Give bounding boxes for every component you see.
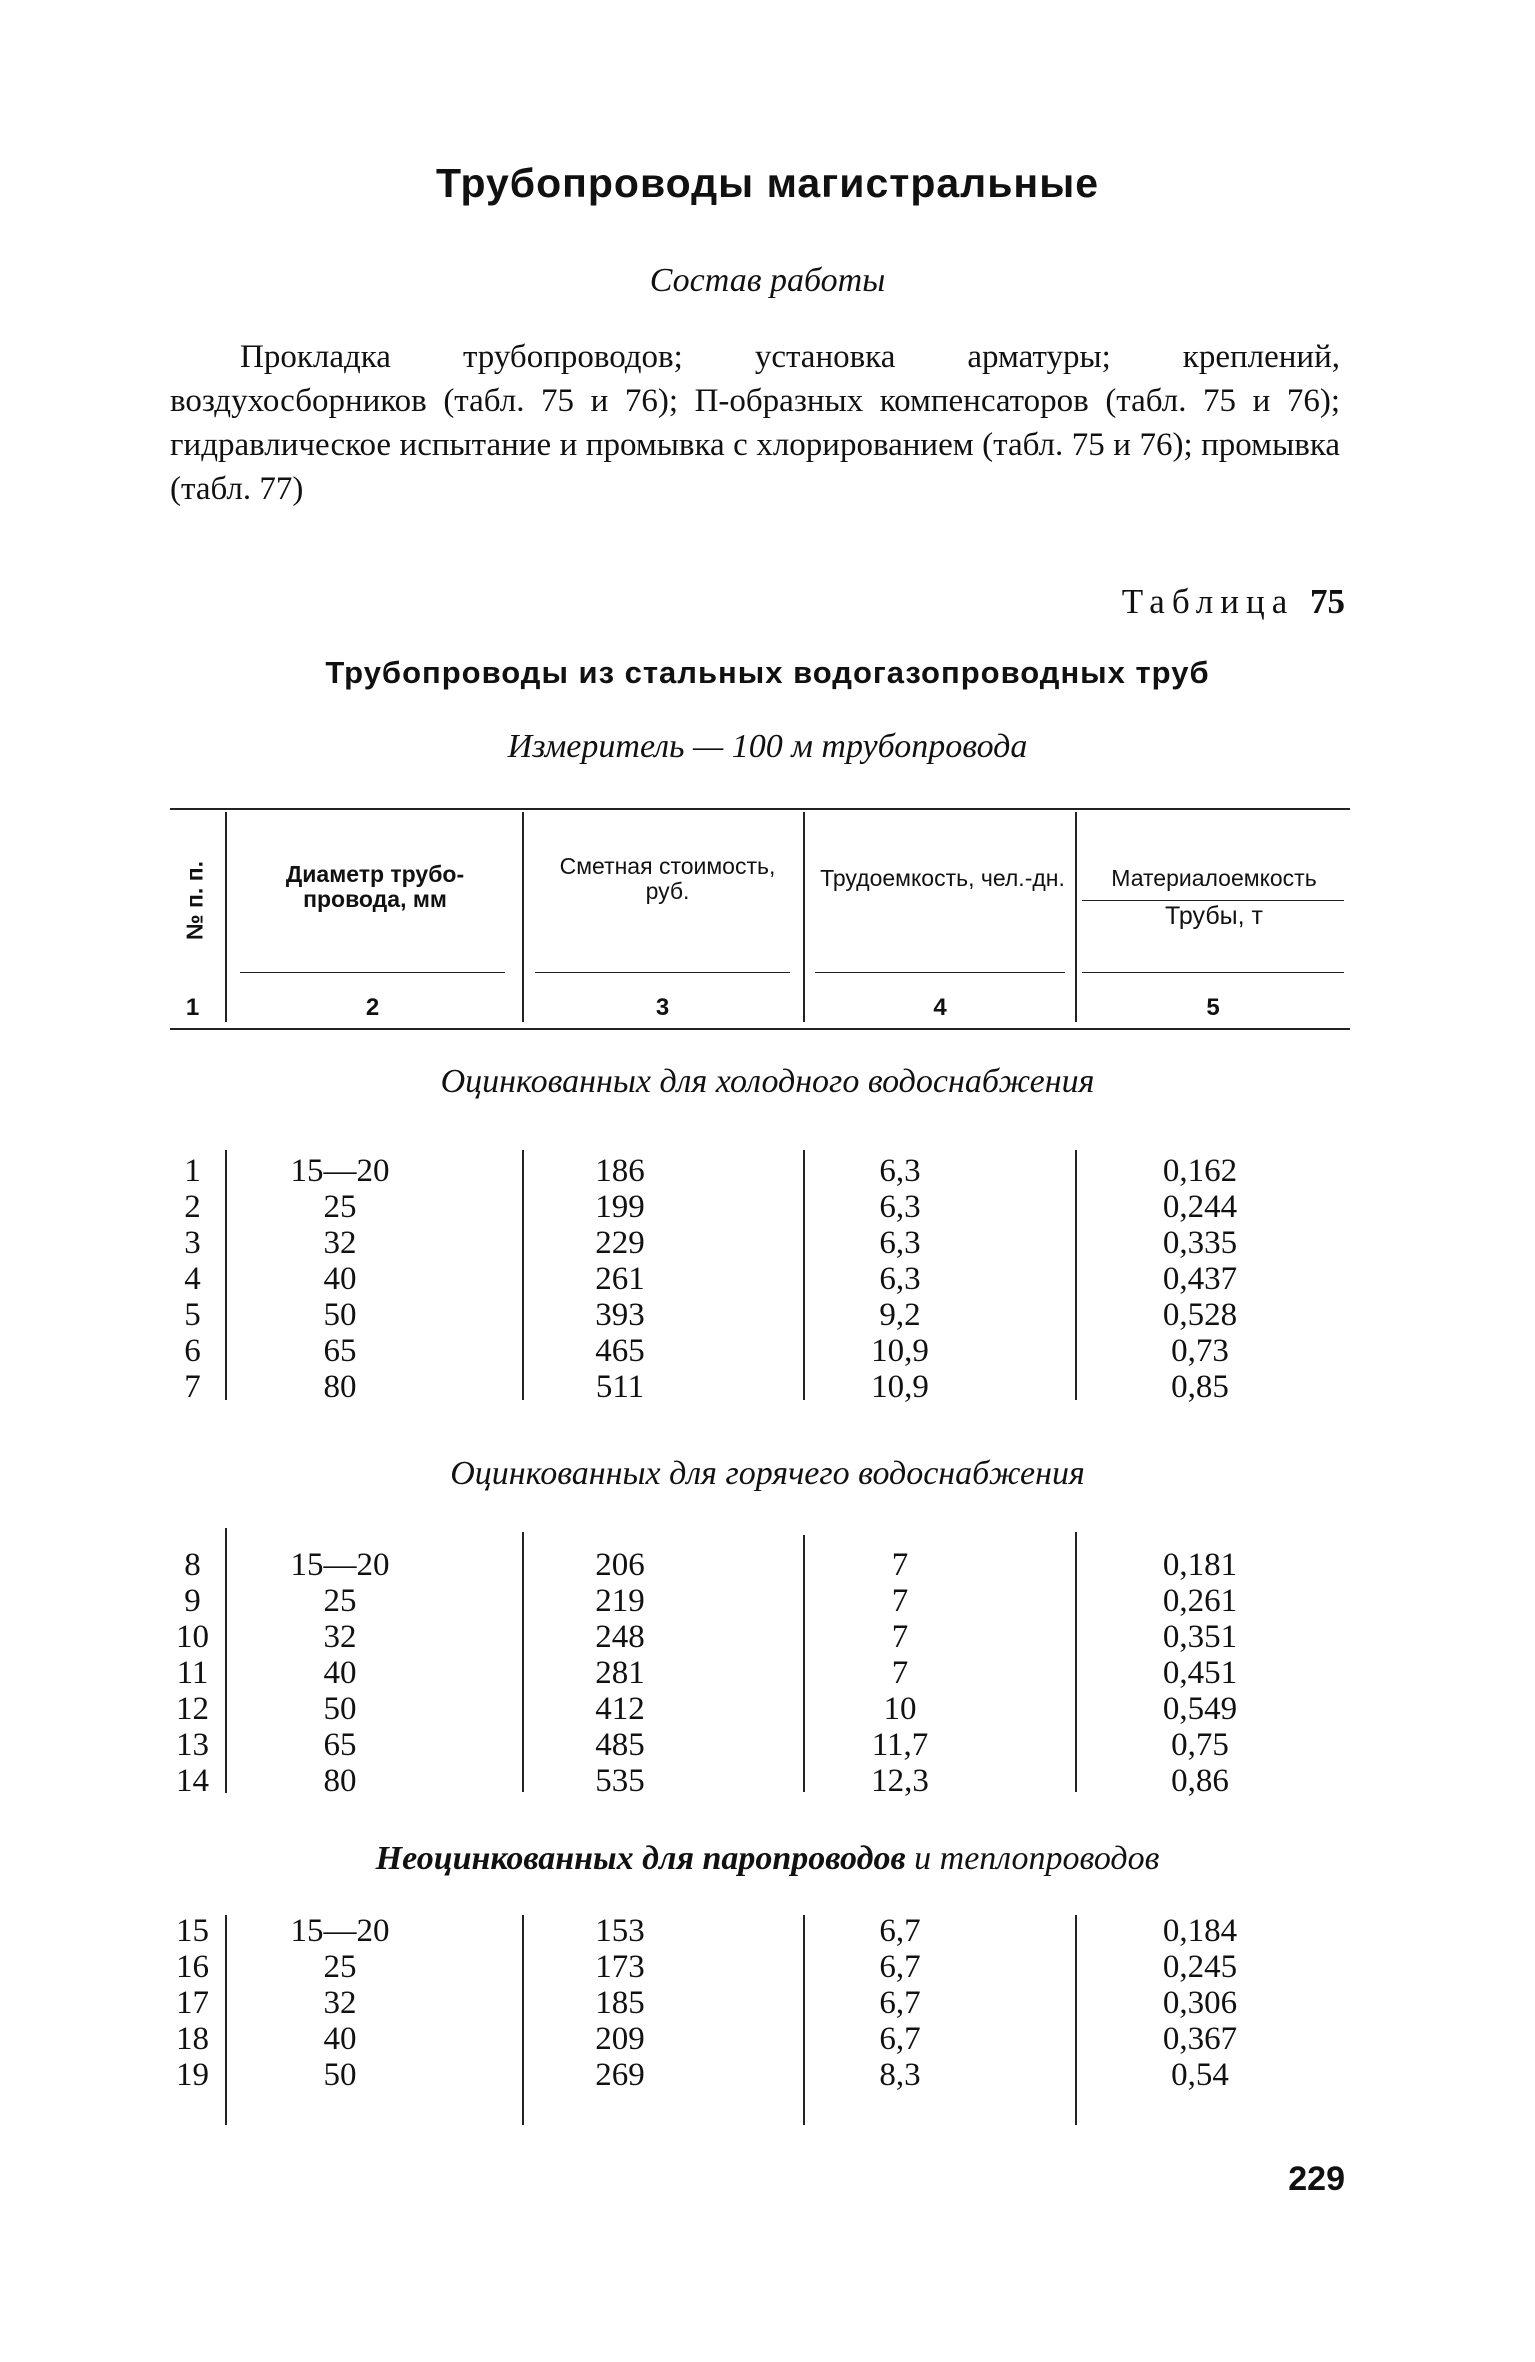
table-number-value: 75 — [1310, 582, 1345, 621]
table-row — [170, 1225, 1350, 1261]
cell-labor: 11,7 — [871, 1727, 929, 1763]
table-number — [1122, 582, 1345, 622]
col-number: 4 — [933, 994, 947, 1021]
cell-no: 5 — [184, 1297, 201, 1333]
col-number: 5 — [1206, 994, 1220, 1021]
cell-labor: 6,7 — [879, 1949, 921, 1985]
cell-pipes: 0,549 — [1162, 1691, 1238, 1727]
cell-cost: 412 — [595, 1691, 645, 1727]
cell-pipes: 0,528 — [1162, 1297, 1238, 1333]
cell-labor: 6,3 — [879, 1261, 921, 1297]
cell-pipes: 0,261 — [1162, 1583, 1238, 1619]
cell-diameter: 50 — [323, 2057, 357, 2093]
cell-diameter: 40 — [323, 1655, 357, 1691]
cell-pipes: 0,437 — [1162, 1261, 1238, 1297]
cell-pipes: 0,244 — [1162, 1189, 1238, 1225]
cell-no: 2 — [184, 1189, 201, 1225]
table-row — [170, 1583, 1350, 1619]
intro-paragraph: Прокладка трубопроводов; установка арматуры; креплений, воздухосборников (табл. 75 и 76); П-образных компенсаторов (табл. 75 и 76); гидравлическое испытание и промывка с хлорированием (табл. 75 и 76); промывка (табл. 77) — [170, 339, 1340, 507]
cell-no: 1 — [184, 1153, 201, 1189]
table-row — [170, 1369, 1350, 1405]
cell-labor: 8,3 — [879, 2057, 921, 2093]
cell-labor: 6,3 — [879, 1189, 921, 1225]
table-header-rule — [170, 1028, 1350, 1030]
cell-cost: 186 — [595, 1153, 645, 1189]
cell-diameter: 32 — [323, 1985, 357, 2021]
cell-pipes: 0,54 — [1171, 2057, 1229, 2093]
cell-diameter: 40 — [323, 1261, 357, 1297]
cell-diameter: 32 — [323, 1225, 357, 1261]
cell-no: 12 — [176, 1691, 209, 1727]
table-row — [170, 1691, 1350, 1727]
cell-diameter: 25 — [323, 1583, 357, 1619]
cell-no: 14 — [176, 1763, 209, 1799]
material-subrule — [1082, 900, 1344, 901]
page-title: Трубопроводы магистральные — [435, 160, 1100, 206]
cell-diameter: 80 — [323, 1369, 357, 1405]
cell-cost: 173 — [595, 1949, 645, 1985]
cell-labor: 7 — [891, 1655, 909, 1691]
cell-diameter: 50 — [323, 1691, 357, 1727]
col-number: 1 — [185, 994, 200, 1021]
table-row — [170, 2021, 1350, 2057]
cell-no: 7 — [184, 1369, 201, 1405]
cell-cost: 206 — [595, 1547, 645, 1583]
header-material-pipes: Трубы, т — [1165, 902, 1263, 930]
table-row — [170, 1949, 1350, 1985]
cell-cost: 393 — [595, 1297, 645, 1333]
table-top-rule — [170, 808, 1350, 810]
column-divider — [1075, 812, 1077, 1022]
measure-unit: Измеритель — 100 м трубопровода — [507, 728, 1028, 765]
table-row — [170, 1547, 1350, 1583]
cell-cost: 209 — [595, 2021, 645, 2057]
cell-labor: 7 — [891, 1583, 909, 1619]
col-number: 2 — [365, 994, 380, 1021]
cell-no: 19 — [176, 2057, 209, 2093]
cell-pipes: 0,245 — [1162, 1949, 1238, 1985]
group-title-bold: Неоцинкованных для паропроводов — [375, 1840, 906, 1877]
cell-pipes: 0,73 — [1171, 1333, 1229, 1369]
table-row — [170, 1985, 1350, 2021]
cell-no: 18 — [176, 2021, 209, 2057]
header-material: Материалоемкость — [1111, 865, 1317, 891]
table-row — [170, 1333, 1350, 1369]
cell-labor: 7 — [891, 1547, 909, 1583]
table-row — [170, 1727, 1350, 1763]
group-title-rest: и теплопроводов — [914, 1840, 1160, 1877]
cell-cost: 535 — [595, 1763, 645, 1799]
header-row-number — [165, 840, 225, 960]
header-subrule — [1082, 972, 1344, 973]
col-number: 3 — [655, 994, 670, 1021]
cell-labor: 7 — [891, 1619, 909, 1655]
header-row-number-text: № п. п. — [181, 861, 208, 940]
group-title: Оцинкованных для холодного водоснабжения — [440, 1063, 1095, 1100]
cell-cost: 199 — [595, 1189, 645, 1225]
cell-labor: 6,7 — [879, 1985, 921, 2021]
cell-diameter: 65 — [323, 1333, 357, 1369]
cell-cost: 511 — [595, 1369, 645, 1405]
cell-labor: 6,7 — [879, 1913, 921, 1949]
group-title — [0, 1840, 1535, 1878]
cell-labor: 10 — [883, 1691, 917, 1727]
table-row — [170, 1153, 1350, 1189]
table-row — [170, 1261, 1350, 1297]
cell-labor: 10,9 — [871, 1369, 929, 1405]
group-title: Оцинкованных для горячего водоснабжения — [450, 1455, 1085, 1492]
cell-cost: 248 — [595, 1619, 645, 1655]
cell-pipes: 0,85 — [1171, 1369, 1229, 1405]
cell-diameter: 15—20 — [290, 1153, 390, 1189]
cell-no: 8 — [184, 1547, 201, 1583]
cell-diameter: 15—20 — [290, 1547, 390, 1583]
section-subtitle: Состав работы — [649, 262, 886, 299]
cell-cost: 229 — [595, 1225, 645, 1261]
cell-pipes: 0,351 — [1162, 1619, 1238, 1655]
cell-labor: 12,3 — [871, 1763, 929, 1799]
column-divider — [225, 812, 227, 1022]
cell-pipes: 0,75 — [1171, 1727, 1229, 1763]
cell-cost: 219 — [595, 1583, 645, 1619]
cell-pipes: 0,162 — [1162, 1153, 1238, 1189]
header-subrule — [815, 972, 1065, 973]
cell-labor: 6,3 — [879, 1153, 921, 1189]
header-subrule — [240, 972, 505, 973]
table-row — [170, 1913, 1350, 1949]
cell-pipes: 0,335 — [1162, 1225, 1238, 1261]
cell-diameter: 80 — [323, 1763, 357, 1799]
cell-cost: 281 — [595, 1655, 645, 1691]
table-row — [170, 1655, 1350, 1691]
header-labor: Трудоемкость, чел.-дн. — [820, 865, 1065, 891]
cell-no: 16 — [176, 1949, 209, 1985]
cell-diameter: 40 — [323, 2021, 357, 2057]
cell-labor: 6,7 — [879, 2021, 921, 2057]
cell-diameter: 32 — [323, 1619, 357, 1655]
cell-labor: 9,2 — [879, 1297, 921, 1333]
column-divider — [522, 812, 524, 1022]
page-number: 229 — [1288, 2160, 1345, 2198]
cell-diameter: 65 — [323, 1727, 357, 1763]
cell-pipes: 0,184 — [1162, 1913, 1238, 1949]
table-row — [170, 1619, 1350, 1655]
cell-cost: 185 — [595, 1985, 645, 2021]
cell-pipes: 0,451 — [1162, 1655, 1238, 1691]
cell-pipes: 0,306 — [1162, 1985, 1238, 2021]
cell-no: 13 — [176, 1727, 209, 1763]
header-diameter: Диаметр трубо-провода, мм — [285, 861, 465, 912]
cell-pipes: 0,367 — [1162, 2021, 1238, 2057]
table-row — [170, 1297, 1350, 1333]
cell-no: 4 — [184, 1261, 201, 1297]
table-title: Трубопроводы из стальных водогазопроводных труб — [325, 655, 1210, 690]
cell-no: 11 — [176, 1655, 209, 1691]
cell-cost: 261 — [595, 1261, 645, 1297]
header-subrule — [535, 972, 790, 973]
table-row — [170, 1189, 1350, 1225]
cell-diameter: 25 — [323, 1189, 357, 1225]
cell-diameter: 25 — [323, 1949, 357, 1985]
cell-no: 9 — [184, 1583, 201, 1619]
cell-pipes: 0,86 — [1171, 1763, 1229, 1799]
cell-no: 17 — [176, 1985, 209, 2021]
cell-diameter: 15—20 — [290, 1913, 390, 1949]
table-row — [170, 1763, 1350, 1799]
cell-no: 3 — [184, 1225, 201, 1261]
column-divider — [803, 812, 805, 1022]
header-cost: Сметная стоимость, руб. — [559, 853, 776, 904]
cell-cost: 465 — [595, 1333, 645, 1369]
cell-cost: 269 — [595, 2057, 645, 2093]
cell-cost: 153 — [595, 1913, 645, 1949]
cell-no: 6 — [184, 1333, 201, 1369]
cell-cost: 485 — [595, 1727, 645, 1763]
cell-no: 15 — [176, 1913, 209, 1949]
table-label: Таблица — [1121, 582, 1295, 621]
cell-labor: 10,9 — [871, 1333, 929, 1369]
cell-no: 10 — [176, 1619, 209, 1655]
cell-pipes: 0,181 — [1162, 1547, 1238, 1583]
cell-diameter: 50 — [323, 1297, 357, 1333]
table-row — [170, 2057, 1350, 2093]
cell-labor: 6,3 — [879, 1225, 921, 1261]
